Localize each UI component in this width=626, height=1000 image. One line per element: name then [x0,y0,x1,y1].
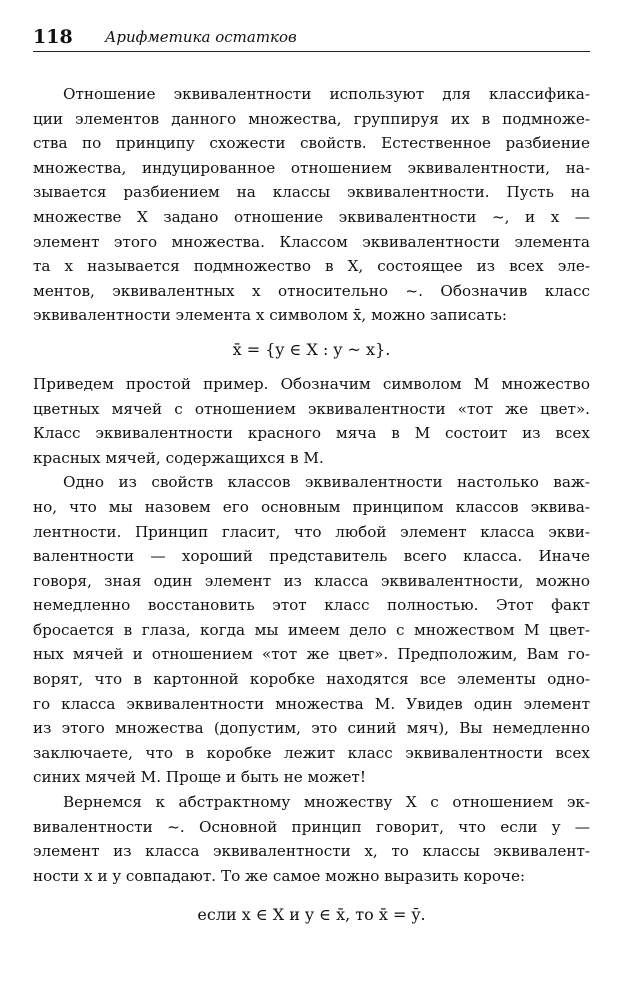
text-line: красных мячей, содержащихся в M. [33,448,324,467]
text-line: ментов, эквивалентных x относительно ~. Обозначив класс [33,281,590,300]
text-line: ции элементов данного множества, группируя их в подмноже- [33,109,590,128]
text-line: множестве X задано отношение эквивалентности ~, и x — [33,207,590,226]
text-line: из этого множества (допустим, это синий мяч), Вы немедленно [33,719,590,738]
text-line: го класса эквивалентности множества M. Увидев один элемент [33,694,590,713]
formula-class-equality: если x ∈ X и y ∈ x̄, то x̄ = ȳ. [197,905,426,925]
formula-equivalence-class: x̄ = {y ∈ X : y ~ x}. [232,339,391,359]
text-line: ворят, что в картонной коробке находятся все элементы одно- [33,670,590,689]
text-line: элемент из класса эквивалентности x, то классы эквивалент- [33,842,590,861]
text-line: цветных мячей с отношением эквивалентности «тот же цвет». [33,399,590,418]
text-line: валентности — хороший представитель всего класса. Иначе [33,547,590,566]
text-line: Приведем простой пример. Обозначим символом M множество [33,374,590,393]
text-line: ных мячей и отношением «тот же цвет». Предположим, Вам го- [33,645,590,664]
text-line: ства по принципу схожести свойств. Естественное разбиение [33,134,590,153]
text-line: лентности. Принцип гласит, что любой элемент класса экви- [33,522,590,541]
running-title: Арифметика остатков [105,28,297,46]
header-rule [33,51,590,52]
text-line: говоря, зная один элемент из класса эквивалентности, можно [33,571,590,590]
text-line: множества, индуцированное отношением эквивалентности, на- [33,158,590,177]
text-line: та x называется подмножество в X, состоящее из всех эле- [33,257,590,276]
text-line: элемент этого множества. Классом эквивалентности элемента [33,232,590,251]
text-line: Класс эквивалентности красного мяча в M состоит из всех [33,424,590,443]
text-line: вивалентности ~. Основной принцип говорит, что если y — [33,817,590,836]
text-line: бросается в глаза, когда мы имеем дело с множеством M цвет- [33,620,590,639]
text-line: зывается разбиением на классы эквивалентности. Пусть на [33,183,590,202]
text-line: но, что мы назовем его основным принципом классов эквива- [33,497,590,516]
text-line: заключаете, что в коробке лежит класс эквивалентности всех [33,743,590,762]
text-line: Отношение эквивалентности используют для классифика- [63,85,590,103]
page-header [33,26,591,50]
page-number: 118 [33,26,73,48]
text-line: синих мячей M. Проще и быть не может! [33,768,366,787]
text-line: эквивалентности элемента x символом x̄, можно записать: [33,306,508,325]
body-text [33,82,590,942]
text-line: ности x и y совпадают. То же самое можно выразить короче: [33,866,526,885]
text-line: немедленно восстановить этот класс полностью. Этот факт [33,596,590,615]
text-line: Одно из свойств классов эквивалентности настолько важ- [63,473,590,492]
text-line: Вернемся к абстрактному множеству X с отношением эк- [63,793,590,812]
